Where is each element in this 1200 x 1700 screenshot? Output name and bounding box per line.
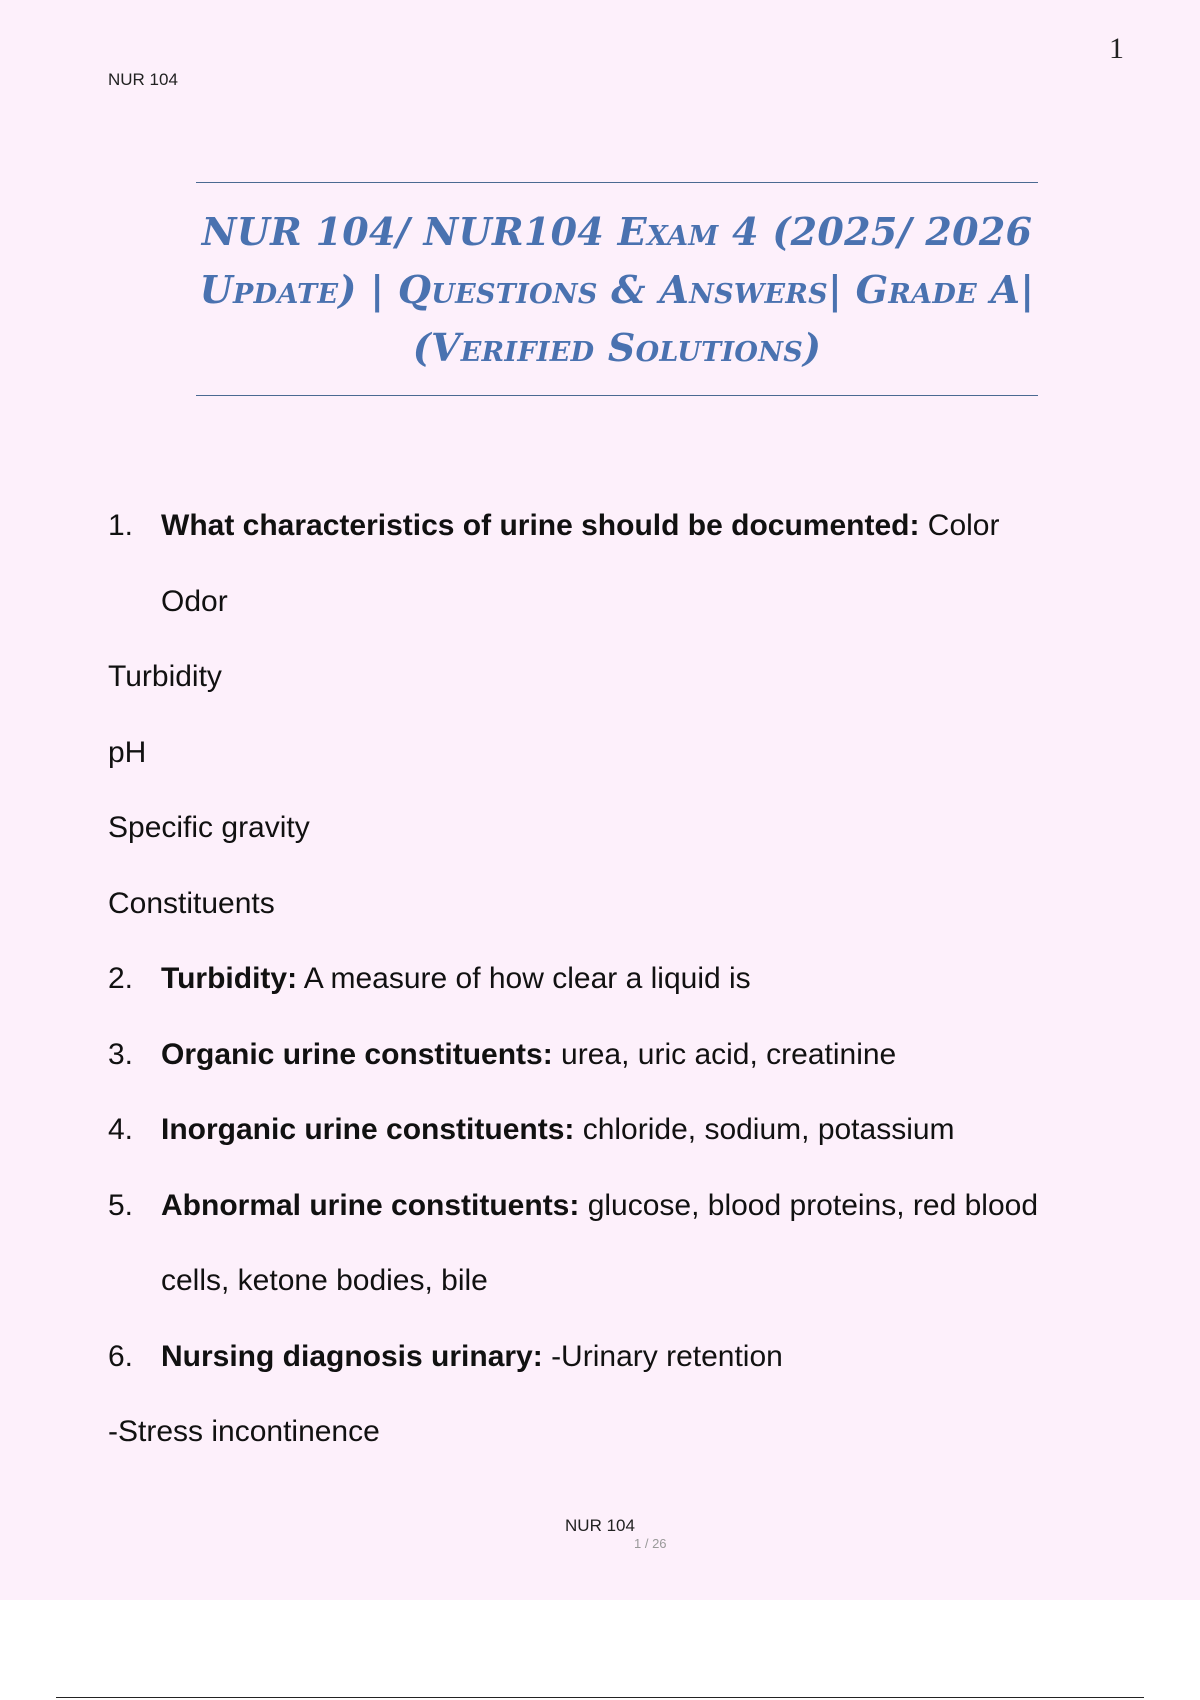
item-text: Turbidity bbox=[108, 660, 222, 693]
page-indicator: 1 / 26 bbox=[634, 1536, 667, 1551]
list-item bbox=[108, 1017, 1118, 1093]
list-item-plain bbox=[108, 639, 1118, 715]
item-text: Constituents bbox=[108, 886, 275, 920]
list-item-plain bbox=[108, 1394, 1118, 1470]
item-text: cells, ketone bodies, bile bbox=[161, 1264, 488, 1297]
item-term: Organic urine constituents: bbox=[161, 1037, 553, 1071]
list-item bbox=[108, 1092, 1118, 1168]
list-item bbox=[108, 488, 1118, 564]
list-item bbox=[108, 1168, 1118, 1244]
item-number: 4. bbox=[108, 1113, 134, 1146]
item-text: pH bbox=[108, 735, 147, 769]
item-number: 3. bbox=[108, 1037, 134, 1071]
item-term: Abnormal urine constituents: bbox=[161, 1188, 580, 1222]
item-text: Color bbox=[919, 509, 1000, 542]
item-text: Specific gravity bbox=[108, 811, 310, 844]
item-text: -Stress incontinence bbox=[108, 1415, 380, 1448]
footer-course: NUR 104 bbox=[565, 1516, 635, 1535]
item-number: 5. bbox=[108, 1188, 134, 1222]
item-text: chloride, sodium, potassium bbox=[574, 1113, 955, 1146]
item-term: Inorganic urine constituents: bbox=[161, 1113, 575, 1146]
item-text: -Urinary retention bbox=[542, 1339, 783, 1373]
list-item-continuation bbox=[108, 564, 1118, 640]
title-line-1: NUR 104/ NUR104 Exam 4 (2025/ 2026 bbox=[201, 209, 1033, 254]
list-item-plain bbox=[108, 866, 1118, 942]
title-line-3: (Verified Solutions) bbox=[412, 325, 822, 370]
header-course: NUR 104 bbox=[108, 70, 178, 89]
next-page-divider bbox=[56, 1697, 1144, 1698]
list-item bbox=[108, 941, 1118, 1017]
page-number: 1 bbox=[1109, 32, 1124, 65]
list-item-plain bbox=[108, 790, 1118, 866]
list-item bbox=[108, 1319, 1118, 1395]
list-item-plain bbox=[108, 715, 1118, 791]
item-number: 6. bbox=[108, 1339, 134, 1373]
title-line-2: Update) | Questions & Answers| Grade A| bbox=[199, 267, 1035, 312]
item-text: glucose, blood proteins, red blood bbox=[579, 1188, 1039, 1222]
item-text: Odor bbox=[161, 584, 228, 618]
item-text: urea, uric acid, creatinine bbox=[552, 1037, 897, 1071]
item-term: Nursing diagnosis urinary: bbox=[161, 1339, 543, 1373]
item-number: 1. bbox=[108, 509, 134, 542]
qa-list bbox=[108, 488, 1118, 1470]
item-text: A measure of how clear a liquid is bbox=[297, 962, 751, 995]
item-term: Turbidity: bbox=[161, 962, 298, 995]
item-number: 2. bbox=[108, 962, 134, 995]
list-item-continuation bbox=[108, 1243, 1118, 1319]
title-block bbox=[196, 182, 1038, 396]
item-term: What characteristics of urine should be documented: bbox=[161, 509, 920, 542]
